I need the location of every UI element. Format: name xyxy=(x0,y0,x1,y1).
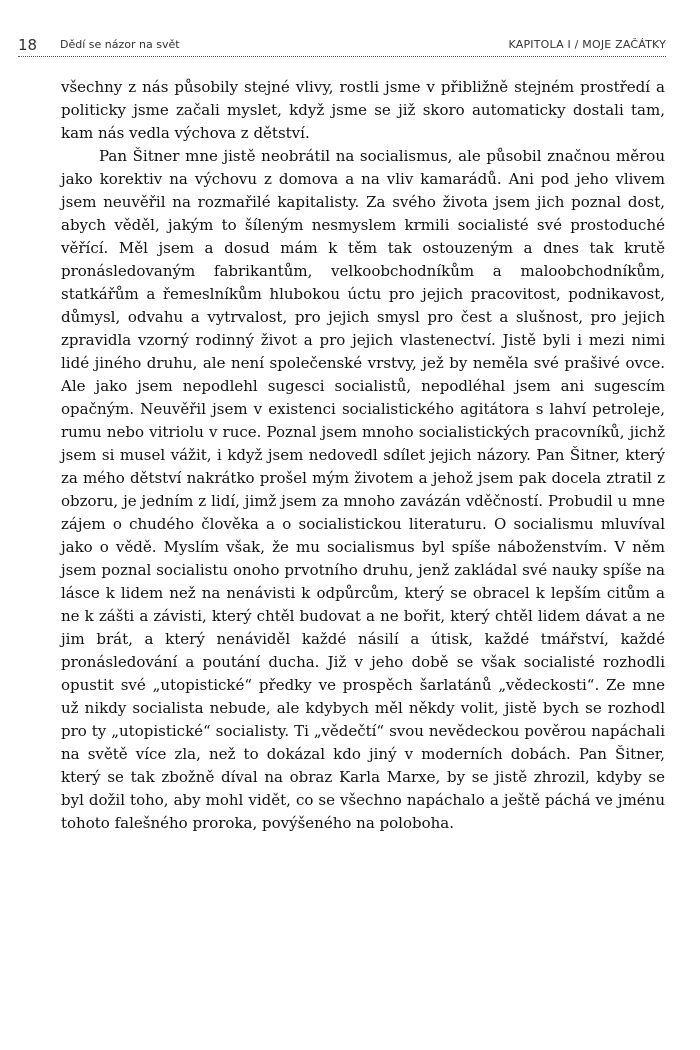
body-text xyxy=(61,76,665,835)
page-number: 18 xyxy=(18,36,38,54)
running-header xyxy=(18,36,666,57)
book-title: Dědí se názor na svět xyxy=(60,38,180,51)
chapter-title: KAPITOLA I / MOJE ZAČÁTKY xyxy=(508,38,666,51)
paragraph-continuation: všechny z nás působily stejné vlivy, rostli jsme v přibližně stejném prostředí a politicky jsme začali myslet, když jsme se již skoro automaticky dostali tam, kam nás vedla výchova z dětství. xyxy=(61,78,665,142)
paragraph: Pan Šitner mne jistě neobrátil na socialismus, ale působil značnou měrou jako korektiv na výchovu z domova a na vliv kamarádů. Ani pod jeho vlivem jsem neuvěřil na rozmařilé kapitalisty. Za svého života jsem jich poznal dost, abych věděl, jakým to šíleným nesmyslem krmili socialisté své prostoduché věřící. Měl jsem a dosud mám k těm tak ostouzeným a dnes tak krutě pronásledovaným fabrikantům, velkoobchodníkům a maloobchodníkům, statkářům a řemeslníkům hlubokou úctu pro jejich pracovitost, podnikavost, důmysl, odvahu a vytrvalost, pro jejich smysl pro čest a slušnost, pro jejich zpravidla vzorný rodinný život a pro jejich vlastenectví. Jistě byli i mezi nimi lidé jiného druhu, ale není společenské vrstvy, jež by neměla své prašivé ovce. Ale jako jsem nepodlehl sugesci socialistů, nepodléhal jsem ani sugescím opačným. Neuvěřil jsem v existenci socialistického agitátora s lahví petroleje, rumu nebo vitriolu v ruce. Poznal jsem mnoho socialistických pracovníků, jichž jsem si musel vážit, i když jsem nedovedl sdílet jejich názory. Pan Šitner, který za mého dětství nakrátko prošel mým životem a jehož jsem pak docela ztratil z obzoru, je jedním z lidí, jimž jsem za mnoho zavázán vděčností. Probudil u mne zájem o chudého člověka a o socialistickou literaturu. O socialismu mluvíval jako o vědě. Myslím však, že mu socialismus byl spíše náboženstvím. V něm jsem poznal socialistu onoho prvotního druhu, jenž zakládal své nauky spíše na lásce k lidem než na nenávisti k odpůrcům, který se obracel k lepším citům a ne k zášti a závisti, který chtěl budovat a ne bořit, který chtěl lidem dávat a ne jim brát, a který nenáviděl každé násilí a útisk, každé tmářství, každé pronásledování a poutání ducha. Již v jeho době se však socialisté rozhodli opustit své „utopistické“ předky ve prospěch šarlatánů „vědeckosti“. Ze mne už nikdy socialista nebude, ale kdybych měl někdy volit, jistě bych se rozhodl pro ty „utopistické“ socialisty. Ti „vědečtí“ svou nevědeckou pověrou napáchali na světě více zla, než to dokázal kdo jiný v moderních dobách. Pan Šitner, který se tak zbožně díval na obraz Karla Marxe, by se jistě zhrozil, kdyby se byl dožil toho, aby mohl vidět, co se všechno napáchalo a ještě páchá ve jménu tohoto falešného proroka, povýšeného na poloboha. xyxy=(61,147,665,832)
